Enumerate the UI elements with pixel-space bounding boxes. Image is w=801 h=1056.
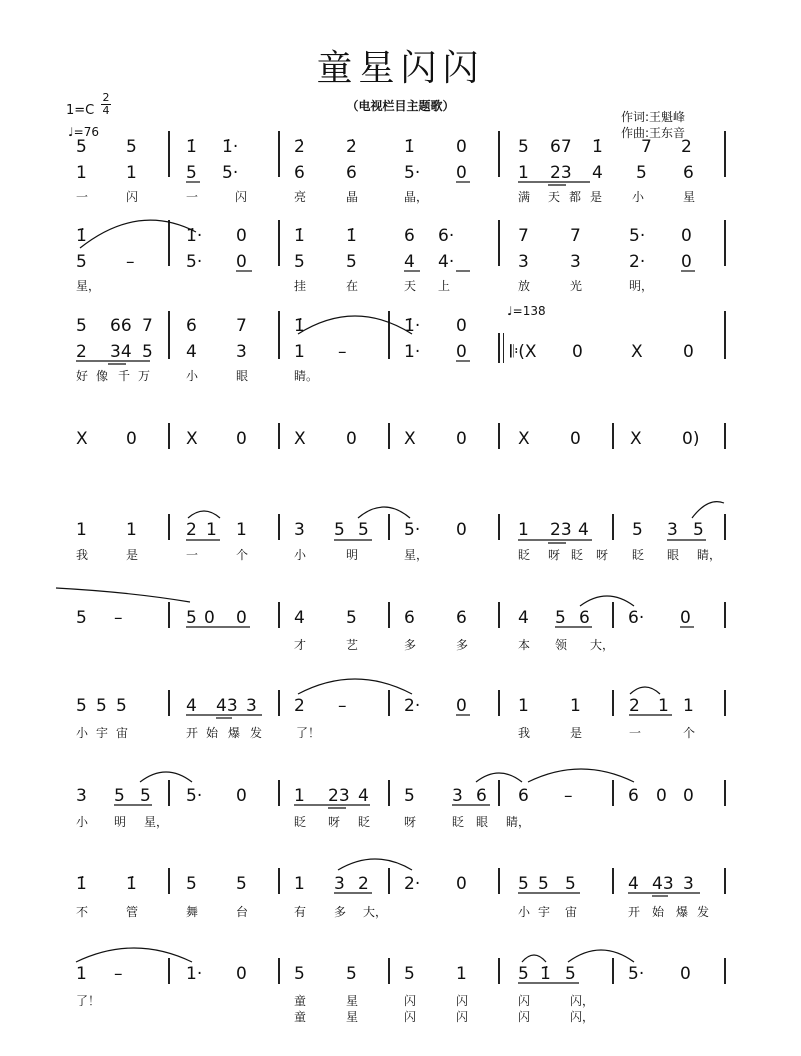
note: 5 [76,316,87,336]
lyric: 明 [346,548,359,562]
lyric: 发 [697,905,710,919]
note: 0 [681,226,692,246]
lyric: 星， [144,815,169,829]
note: 4 [628,874,639,894]
note: 7 [142,316,153,336]
note: 5 [186,608,197,628]
note: 2· [404,696,421,716]
lyric: 小 [76,815,89,829]
lyric: 闪 [404,1010,417,1024]
lyric: 一 [186,190,199,204]
note: 6 [456,608,467,628]
note: 5 [518,964,529,984]
note: 5· [186,252,203,272]
song-subtitle: （电视栏目主题歌） [346,99,455,113]
note: 0 [204,608,215,628]
lyric: 多 [334,905,347,919]
note: 6 [683,163,694,183]
lyric: 管 [126,905,139,919]
note: 5 [538,874,549,894]
note: 2 [629,696,640,716]
note: 4 [358,786,369,806]
note: 5· [186,786,203,806]
note: 5 [632,520,643,540]
lyric: 闪， [570,994,595,1008]
note: 43 [652,874,674,894]
lyric: 爆 [676,905,689,919]
note: 5 [404,964,415,984]
note: 1 [126,520,137,540]
note: 66 [110,316,132,336]
lyric: 童 [294,1010,307,1024]
note: 3 [246,696,257,716]
note: 2 [358,874,369,894]
note: 6 [346,163,357,183]
tie [56,588,190,602]
lyric: 挂 [294,279,307,293]
note: 7 [570,226,581,246]
note: 1 [76,520,87,540]
lyric: 大， [590,638,615,652]
lyric: 开 [186,726,199,740]
note: 5 [186,163,197,183]
lyric: 小 [518,905,531,919]
slur [298,316,412,334]
note: 6· [628,608,645,628]
lyric: 眼 [236,369,249,383]
lyric: 小 [76,726,89,740]
note: 1̇ [76,226,87,246]
note: 1̇ [346,226,357,246]
lyric: 放 [518,279,531,293]
note: X [76,429,88,449]
slur [528,769,634,782]
note: 5 [126,137,137,157]
lyric: 闪 [456,1010,469,1024]
note: 0 [656,786,667,806]
time-signature-bottom: 4 [102,104,110,117]
note: 1 [76,964,87,984]
lyric: 是 [570,726,583,740]
note: 1 [236,520,247,540]
slur [476,773,522,782]
note: 6 [476,786,487,806]
note: 0 [236,429,247,449]
note: 5· [628,964,645,984]
note: X [518,429,530,449]
note: 0 [236,252,247,272]
lyric: 明， [629,279,654,293]
tempo-change-value: =138 [512,304,546,318]
lyric: 了！ [296,726,321,740]
lyric: 宇 [538,905,551,919]
lyric: 宇 [96,726,109,740]
note: 1̇ [592,137,603,157]
note: 4· [438,252,455,272]
note: 3 [570,252,581,272]
lyric: 宙 [116,726,129,740]
note: – [126,252,135,272]
note: 5 [140,786,151,806]
note: 1̇· [186,226,203,246]
note: 0 [681,252,692,272]
note: 3 [452,786,463,806]
lyric: 小 [294,548,307,562]
note: 67 [550,137,572,157]
time-signature-top: 2 [102,91,110,104]
note: 2 [76,342,87,362]
note: 0 [456,696,467,716]
slur [522,955,546,962]
note: 0 [236,964,247,984]
note: 1 [76,163,87,183]
note: 3 [76,786,87,806]
note: 5 [518,137,529,157]
lyric: 我 [518,726,531,740]
note: 2̇ [294,137,305,157]
lyric: 才 [294,638,307,652]
note: 5· [404,163,421,183]
tempo-initial-value: =76 [73,125,99,139]
lyric: 星， [76,279,101,293]
slur [692,502,724,518]
note: 1̇· [404,316,421,336]
note: 1̇ [126,874,137,894]
note: 1 [206,520,217,540]
note: 0 [236,226,247,246]
lyric: 台 [236,905,249,919]
lyric: 是 [126,548,139,562]
lyric: 呀 [596,548,609,562]
lyric: 了！ [76,994,101,1008]
lyric: 爆 [228,726,241,740]
composer: 作曲:王东音 [621,126,686,140]
lyric: 小 [186,369,199,383]
note: 3 [667,520,678,540]
note: 5 [96,696,107,716]
note: 1 [294,786,305,806]
note: 5· [222,163,239,183]
note: 0 [570,429,581,449]
note: 6 [294,163,305,183]
lyric: 个 [683,726,696,740]
lyric: 星， [404,548,429,562]
note: 0) [682,429,700,449]
note: – [564,786,573,806]
note: 6 [404,226,415,246]
note: X [186,429,198,449]
note: 6 [186,316,197,336]
lyric: 宙 [565,905,578,919]
note: 5 [294,252,305,272]
slur [76,948,192,962]
note: 4 [186,696,197,716]
lyric: 眨 [452,815,465,829]
note: 2· [404,874,421,894]
note: 5 [518,874,529,894]
slur [188,511,220,518]
note: 0 [346,429,357,449]
lyric: 一 [629,726,642,740]
note: 0 [683,342,694,362]
note: 5 [186,874,197,894]
note: 0 [680,608,691,628]
note: 5· [629,226,646,246]
lyric: 万 [138,369,151,383]
note: 5 [236,874,247,894]
note: 2 [294,696,305,716]
note: 0 [456,342,467,362]
slur [298,679,412,694]
note: 5 [294,964,305,984]
note: 23 [550,520,572,540]
note: 23 [328,786,350,806]
lyric: 星 [683,190,696,204]
note: 1 [456,964,467,984]
note: – [338,342,347,362]
slur [580,596,634,606]
note: 5 [346,964,357,984]
lyric: 眼 [667,548,680,562]
lyric: 小 [632,190,645,204]
note: 1 [294,342,305,362]
note: 0 [683,786,694,806]
lyric: 睛。 [294,369,319,383]
lyric: 眨 [294,815,307,829]
note: 5 [334,520,345,540]
note: X [631,342,643,362]
note: 1· [404,342,421,362]
note: X [404,429,416,449]
lyric: 有 [294,905,307,919]
note: 0 [456,163,467,183]
note: 4 [518,608,529,628]
lyricist: 作词:王魁峰 [621,110,686,124]
note: 3 [294,520,305,540]
lyric: 闪 [518,994,531,1008]
note: 5 [358,520,369,540]
slur [630,687,660,694]
lyric: 像 [96,369,109,383]
note: 1 [658,696,669,716]
note: 23 [550,163,572,183]
note: 0 [236,608,247,628]
note: 𝄆(X [510,342,537,362]
key-signature: 1=C [66,103,95,118]
note: 1 [126,163,137,183]
lyric: 本 [518,638,531,652]
note: X [294,429,306,449]
note: 5 [76,608,87,628]
lyric: 童 [294,994,307,1008]
note: 0 [456,137,467,157]
note: 5 [404,786,415,806]
lyric: 闪 [126,190,139,204]
note: 5 [76,252,87,272]
note: 2̇ [346,137,357,157]
lyric: 多 [404,638,417,652]
lyric: 大， [363,905,388,919]
song-title: 童星闪闪 [316,48,485,89]
note: 1 [294,874,305,894]
note: – [338,696,347,716]
note: 5 [116,696,127,716]
lyric: 明 [114,815,127,829]
lyric: 闪 [518,1010,531,1024]
lyric: 天 [404,279,417,293]
note: 3 [334,874,345,894]
lyric: 眨 [518,548,531,562]
note: 5 [114,786,125,806]
note: 1̇ [540,964,551,984]
note: 34 [110,342,132,362]
lyric: 好 [76,369,89,383]
note: 5 [76,137,87,157]
note: 43 [216,696,238,716]
note: 4 [404,252,415,272]
lyric: 呀 [548,548,561,562]
note: 6· [438,226,455,246]
lyric: 一 [186,548,199,562]
lyric: 光 [570,279,583,293]
note: 5 [142,342,153,362]
note: 1̇ [404,137,415,157]
note: 1 [683,696,694,716]
note: – [114,964,123,984]
lyric: 睛， [506,815,531,829]
note: 1 [570,696,581,716]
lyric: 闪， [570,1010,595,1024]
lyric: 多 [456,638,469,652]
note: 0 [680,964,691,984]
slur [358,507,410,518]
lyric: 晶 [346,190,359,204]
lyric: 开 [628,905,641,919]
lyric: 是 [590,190,603,204]
note: 2 [186,520,197,540]
lyric: 领 [555,638,568,652]
note: 5 [693,520,704,540]
lyric: 睛， [697,548,722,562]
quarter-note-icon: ♩ [68,125,74,139]
note: 0 [572,342,583,362]
note: 6 [518,786,529,806]
note: 3 [683,874,694,894]
note: 1 [518,163,529,183]
slur [140,772,192,782]
slur [568,950,634,962]
lyric: 我 [76,548,89,562]
note: 2 [681,137,692,157]
note: 5 [346,252,357,272]
lyric: 在 [346,279,359,293]
note: 6 [404,608,415,628]
lyric: 眨 [358,815,371,829]
lyric: 眼 [476,815,489,829]
lyric: 千 [118,369,131,383]
lyric: 呀 [328,815,341,829]
note: 0 [236,786,247,806]
lyric: 艺 [346,638,359,652]
note: 1̇ [76,874,87,894]
lyric: 不 [76,905,89,919]
note: 7 [236,316,247,336]
note: 1· [186,964,203,984]
lyric: 个 [236,548,249,562]
note: 5 [565,964,576,984]
note: 1̇· [222,137,239,157]
lyric: 眨 [632,548,645,562]
note: 0 [456,520,467,540]
note: 1 [518,696,529,716]
note: 4 [186,342,197,362]
note: 5 [346,608,357,628]
note: 3 [518,252,529,272]
note: 5 [636,163,647,183]
note: 7 [518,226,529,246]
note: 0 [126,429,137,449]
note: 6 [579,608,590,628]
slur [80,220,196,248]
lyric: 始 [206,726,219,740]
note: 4 [294,608,305,628]
note: 5· [404,520,421,540]
lyric: 闪 [456,994,469,1008]
lyric: 一 [76,190,89,204]
lyric: 亮 [294,190,307,204]
lyric: 上 [438,279,451,293]
lyric: 天 [548,190,561,204]
note: 1̇ [294,316,305,336]
note: 6 [628,786,639,806]
note: 1̇ [294,226,305,246]
quarter-note-icon: ♩ [507,304,513,318]
note: 0 [456,874,467,894]
lyric: 星 [346,1010,359,1024]
lyric: 闪 [235,190,248,204]
note: 0 [456,429,467,449]
lyric: 满 [518,190,531,204]
lyric: 晶， [404,190,429,204]
note: 1 [518,520,529,540]
note: 5 [565,874,576,894]
note: – [114,608,123,628]
note: 4 [592,163,603,183]
note: 1̇ [186,137,197,157]
note: 0 [456,316,467,336]
lyric: 闪 [404,994,417,1008]
lyric: 始 [652,905,665,919]
note: X [630,429,642,449]
note: 5 [76,696,87,716]
lyric: 发 [250,726,263,740]
lyric: 呀 [404,815,417,829]
note: 2· [629,252,646,272]
note: 7 [641,137,652,157]
lyric: 星 [346,994,359,1008]
slur [338,859,412,870]
note: 4 [578,520,589,540]
note: 5 [555,608,566,628]
lyric: 眨 [571,548,584,562]
lyric: 都 [569,190,582,204]
lyric: 舞 [186,905,199,919]
note: 3 [236,342,247,362]
